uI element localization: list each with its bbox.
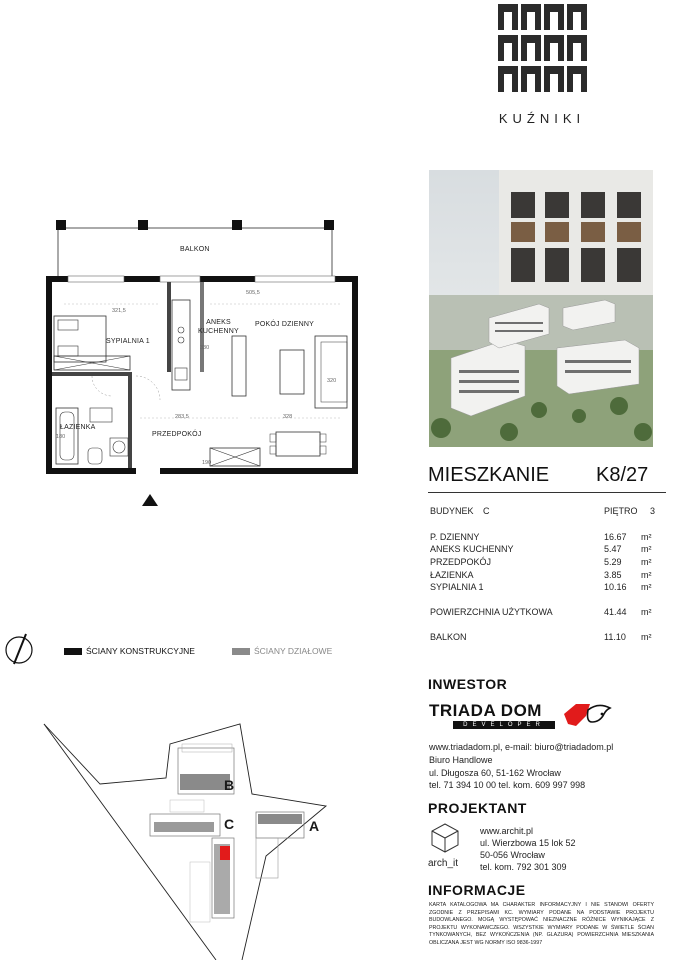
apartment-code: K8/27	[596, 464, 649, 486]
investor-line: Biuro Handlowe	[429, 755, 493, 765]
building-value: C	[483, 506, 490, 516]
archit-cube-icon	[430, 822, 460, 854]
area-unit: m²	[641, 582, 652, 592]
room-balkon: BALKON	[180, 246, 210, 253]
legend-structural-swatch	[64, 648, 82, 655]
designer-line: tel. kom. 792 301 309	[480, 862, 567, 872]
dimension: 328	[283, 414, 293, 420]
dimension: 180	[56, 434, 66, 440]
investor-line: tel. 71 394 10 00 tel. kom. 609 997 998	[429, 780, 586, 790]
info-text: KARTA KATALOGOWA MA CHARAKTER INFORMACYJNY I NIE STANOWI OFERTY ZGODNIE Z PRZEPISAMI KC. WYMIARY PODANE NA PODSTAWIE PROJEKTU BUDOWLANEGO. MOGĄ WYSTĘPOWAĆ NIEZNACZNE RÓŻNICE WYNIKAJĄCE Z PROJEKTU WYKONAWCZEGO. WSZYSTKIE WYMIARY PODANE W ŚWIETLE ŚCIAN TYNKOWANYCH, BEZ WYKOŃCZENIA (NP. GLAZURA) POWIERZCHNIA MIESZKANIA OBLICZANA JEST WG NORMY ISO 9836-1997	[429, 902, 654, 946]
designer-line: ul. Wierzbowa 15 lok 52	[480, 838, 576, 848]
dimension: 283,5	[175, 414, 189, 420]
triada-logo-sub: DEVELOPER	[453, 721, 555, 729]
room-pokoj: POKÓJ DZIENNY	[255, 321, 314, 328]
room-aneks: ANEKS KUCHENNY	[198, 319, 239, 335]
area-name: P. DZIENNY	[430, 532, 480, 542]
kuzniki-logo	[496, 2, 588, 94]
balcony-label: BALKON	[430, 632, 467, 642]
site-map	[40, 716, 330, 960]
floor-value: 3	[650, 506, 656, 516]
legend-partition-swatch	[232, 648, 250, 655]
investor-heading: INWESTOR	[428, 676, 508, 692]
area-unit: m²	[641, 532, 652, 542]
balcony-unit: m²	[641, 632, 652, 642]
room-sypialnia: SYPIALNIA 1	[106, 338, 150, 345]
dimension: 320	[327, 378, 337, 384]
area-value: 16.67	[604, 532, 627, 542]
dimension: 321,5	[112, 308, 126, 314]
site-label-a: A	[309, 818, 320, 834]
building-label: BUDYNEK	[430, 506, 474, 516]
legend-structural-label: ŚCIANY KONSTRUKCYJNE	[86, 646, 195, 656]
room-lazienka: ŁAZIENKA	[60, 424, 96, 431]
area-name: SYPIALNIA 1	[430, 582, 484, 592]
usable-label: POWIERZCHNIA UŻYTKOWA	[430, 607, 553, 617]
apartment-heading: MIESZKANIE	[428, 464, 550, 486]
investor-line: ul. Długosza 60, 51-162 Wrocław	[429, 768, 561, 778]
usable-value: 41.44	[604, 607, 627, 617]
dimension: 505,5	[246, 290, 260, 296]
triada-logo-text: TRIADA DOM	[429, 701, 542, 720]
area-name: ANEKS KUCHENNY	[430, 544, 514, 554]
investor-line[interactable]: www.triadadom.pl, e-mail: biuro@triadadom.pl	[429, 742, 614, 752]
floor-label: PIĘTRO	[604, 506, 638, 516]
building-render	[429, 170, 653, 447]
area-value: 10.16	[604, 582, 627, 592]
area-unit: m²	[641, 557, 652, 567]
area-name: ŁAZIENKA	[430, 570, 474, 580]
area-name: PRZEDPOKÓJ	[430, 557, 492, 567]
bull-icon	[562, 700, 618, 730]
balcony-value: 11.10	[604, 632, 626, 642]
designer-heading: PROJEKTANT	[428, 800, 527, 816]
designer-line[interactable]: www.archit.pl	[480, 826, 534, 836]
brand-name: KUŹNIKI	[498, 111, 586, 126]
legend-partition-label: ŚCIANY DZIAŁOWE	[254, 646, 333, 656]
north-arrow-icon	[4, 630, 34, 670]
usable-unit: m²	[641, 607, 652, 617]
area-value: 5.29	[604, 557, 622, 567]
info-heading: INFORMACJE	[428, 882, 526, 898]
area-value: 5.47	[604, 544, 622, 554]
area-value: 3.85	[604, 570, 622, 580]
designer-line: 50-056 Wrocław	[480, 850, 545, 860]
site-label-b: B	[224, 777, 235, 793]
dimension: 330	[200, 345, 210, 351]
site-label-c: C	[224, 816, 235, 832]
archit-logo-text: arch_it	[428, 858, 459, 869]
apartment-divider	[428, 492, 666, 493]
floor-plan	[40, 212, 370, 512]
area-unit: m²	[641, 544, 652, 554]
area-unit: m²	[641, 570, 652, 580]
room-przedpokoj: PRZEDPOKÓJ	[152, 431, 202, 438]
triada-logo	[429, 702, 561, 730]
dimension: 190	[202, 460, 212, 466]
